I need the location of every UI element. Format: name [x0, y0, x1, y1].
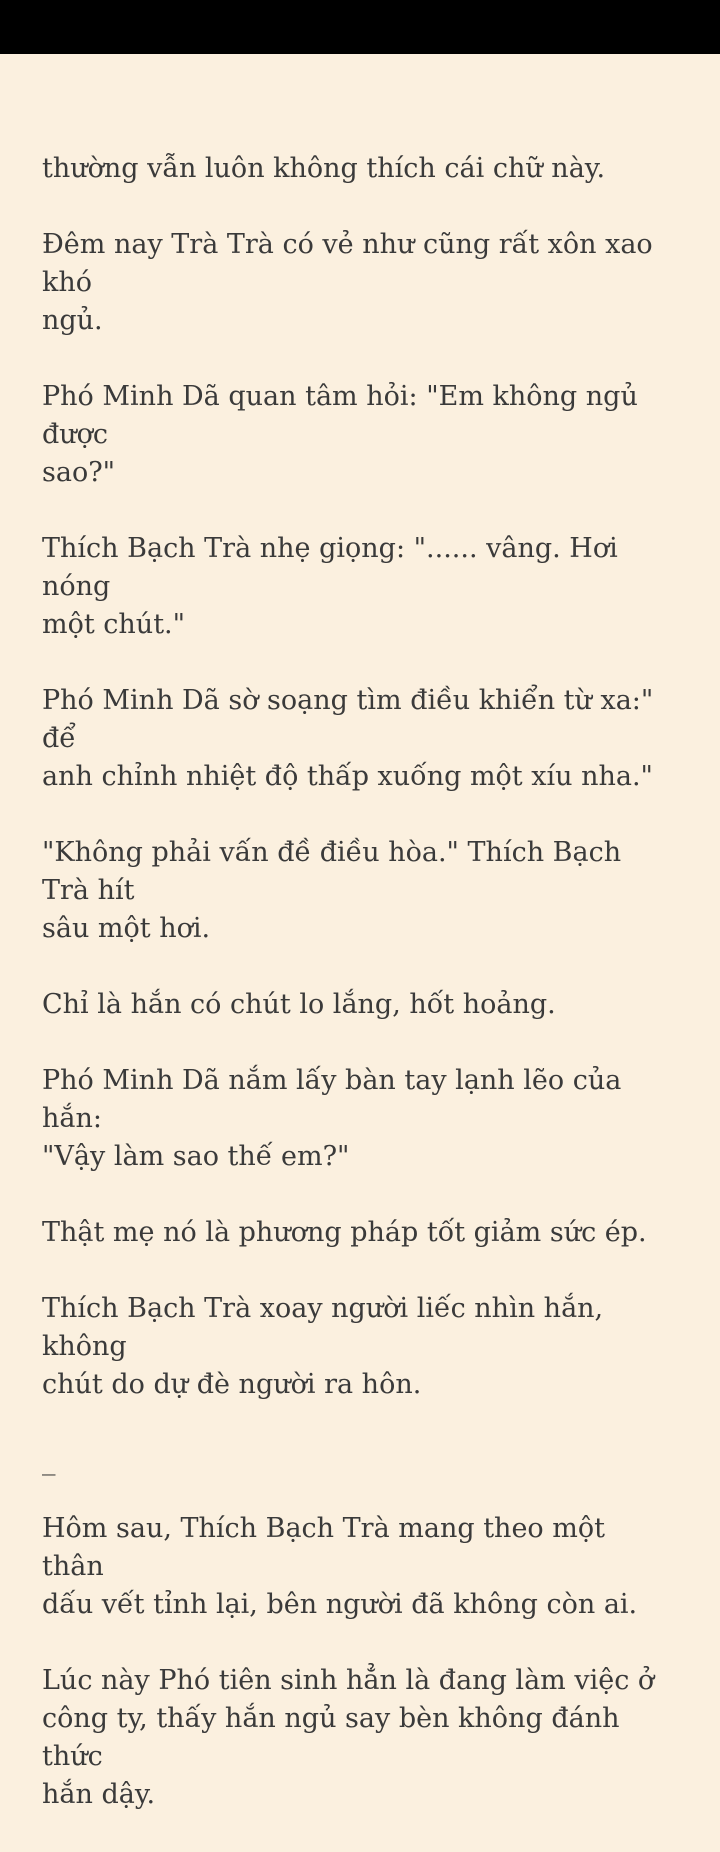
paragraph: Thật mẹ nó là phương pháp tốt giảm sức ép.: [42, 1217, 647, 1248]
paragraph: Chỉ là hắn có chút lo lắng, hốt hoảng.: [42, 989, 556, 1020]
reader-content[interactable]: [42, 150, 672, 1852]
scene-separator: _: [42, 1445, 56, 1476]
paragraph: thường vẫn luôn không thích cái chữ này.: [42, 153, 606, 184]
paragraph: Thích Bạch Trà nhẹ giọng: "...... vâng. Hơi nóng một chút.": [42, 533, 618, 640]
paragraph: Phó Minh Dã nắm lấy bàn tay lạnh lẽo của hắn: "Vậy làm sao thế em?": [42, 1065, 622, 1172]
paragraph: "Không phải vấn đề điều hòa." Thích Bạch Trà hít sâu một hơi.: [42, 837, 622, 944]
status-bar: [0, 0, 720, 54]
paragraph: Thích Bạch Trà xoay người liếc nhìn hắn, không chút do dự đè người ra hôn.: [42, 1293, 604, 1400]
paragraph: Hôm sau, Thích Bạch Trà mang theo một thân dấu vết tỉnh lại, bên người đã không còn ai.: [42, 1513, 638, 1620]
paragraph: Đêm nay Trà Trà có vẻ như cũng rất xôn xao khó ngủ.: [42, 229, 653, 336]
paragraph: Lúc này Phó tiên sinh hẳn là đang làm việc ở công ty, thấy hắn ngủ say bèn không đánh thức hắn dậy.: [42, 1665, 655, 1810]
paragraph: Phó Minh Dã sờ soạng tìm điều khiển từ xa:" để anh chỉnh nhiệt độ thấp xuống một xíu nha.": [42, 685, 654, 792]
paragraph: Phó Minh Dã quan tâm hỏi: "Em không ngủ được sao?": [42, 381, 638, 488]
